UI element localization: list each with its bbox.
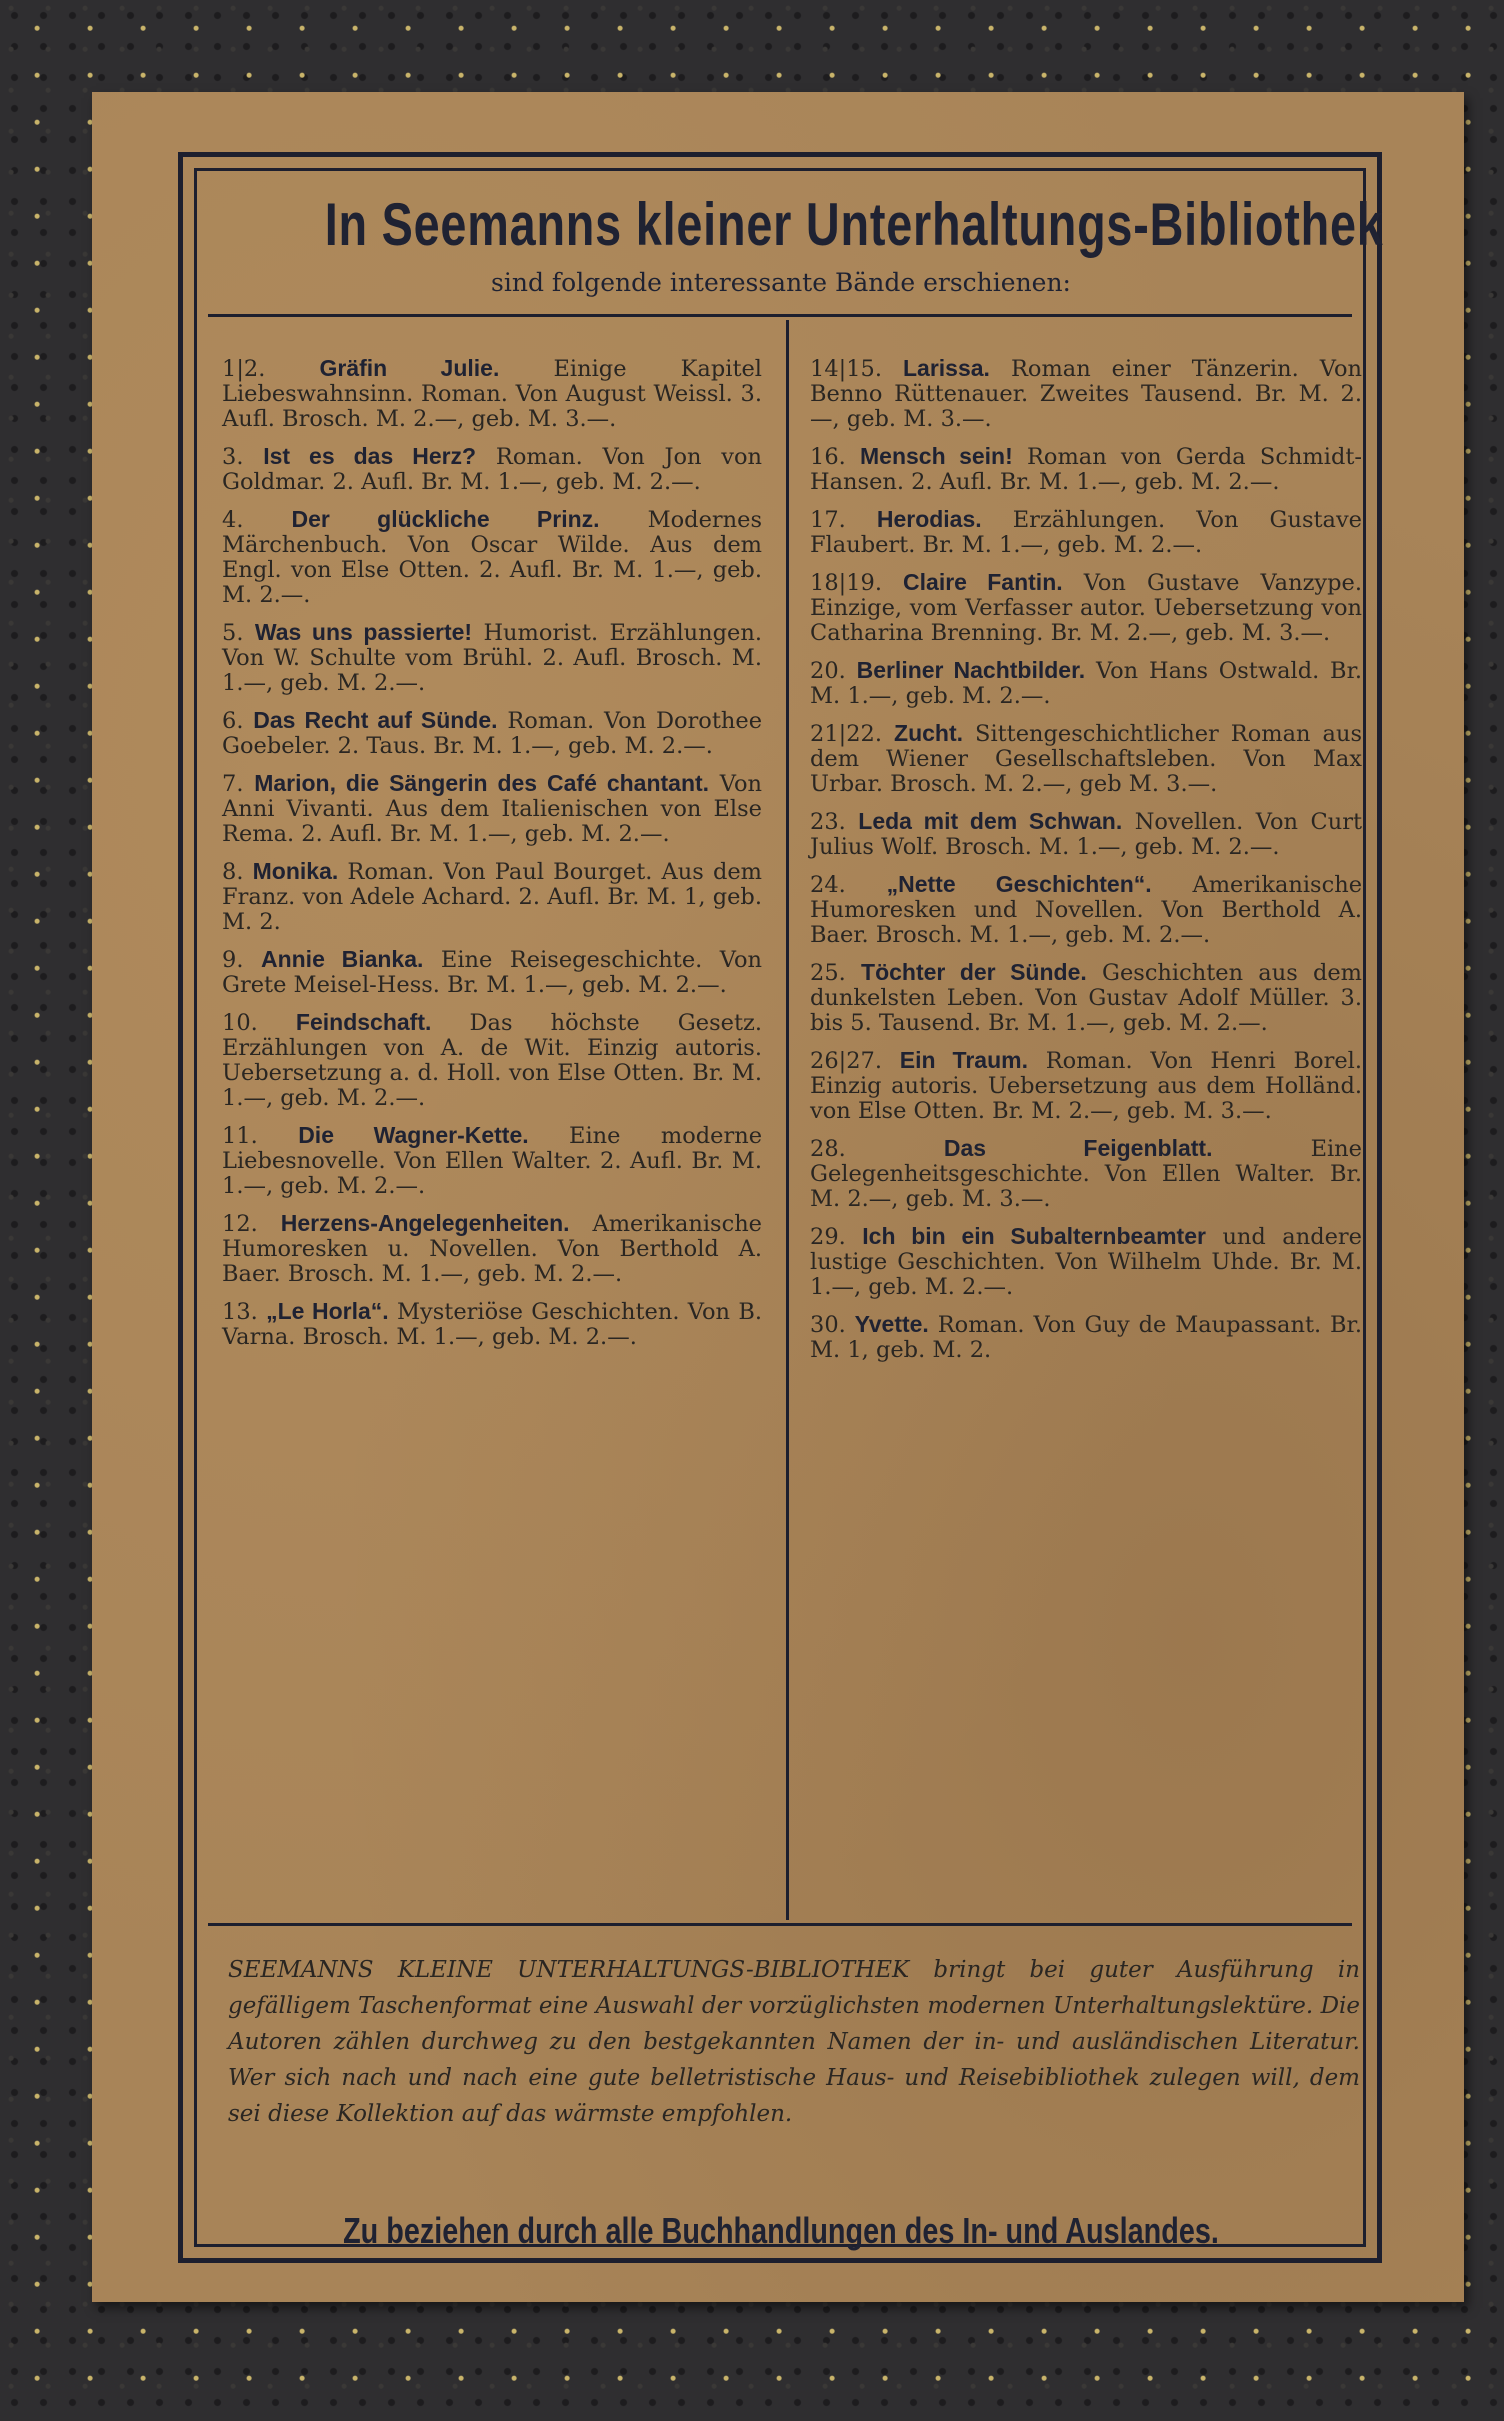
list-item [810,658,1362,709]
entry-title: Yvette. [854,1311,929,1337]
entry-number: 26|27. [810,1048,882,1074]
entry-title: „Nette Geschichten“. [886,871,1152,897]
entry-title: Ist es das Herz? [263,443,477,469]
entry-number: 17. [810,507,846,533]
entry-number: 7. [222,771,244,797]
entry-text: Roman. Von Jon von Goldmar. 2. Aufl. Br. M. 1.—, geb. M. 2.—. [222,444,763,495]
entry-text: Roman. Von Dorothee Goebeler. 2. Taus. Br. M. 1.—, geb. M. 2.—. [222,708,763,759]
entry-title: Annie Bianka. [260,946,424,972]
entry-text: Amerikanische Humoresken u. Novellen. Von Berthold A. Baer. Brosch. M. 1.—, geb. M. 2.—. [222,1211,762,1287]
entry-text: Von Anni Vivanti. Aus dem Italienischen von Else Rema. 2. Aufl. Br. M. 1.—, geb. M. 2.—. [222,771,763,847]
entry-text: Roman. Von Henri Borel. Einzig autoris. Uebersetzung aus dem Holländ. von Else Otten. Br. M. 2.—, geb. M. 3.—. [810,1048,1362,1124]
entry-title: „Le Horla“. [266,1298,389,1324]
list-item [810,356,1362,432]
entry-title: Claire Fantin. [903,569,1063,595]
list-item [810,444,1362,495]
entry-text: Modernes Märchenbuch. Von Oscar Wilde. Aus dem Engl. von Else Otten. 2. Aufl. Br. M. 1.—, geb. M. 2.—. [222,507,762,608]
bottom-rule [208,1923,1352,1926]
entry-title: Der glückliche Prinz. [291,506,600,532]
entry-text: Einige Kapitel Liebeswahnsinn. Roman. Von August Weissl. 3. Aufl. Brosch. M. 2.—, geb. M. 3.—. [222,356,762,432]
entry-text: Eine Gelegenheitsgeschichte. Von Ellen Walter. Br. M. 2.—, geb. M. 3.—. [810,1136,1362,1212]
list-item [222,1299,762,1350]
entry-title: Leda mit dem Schwan. [858,808,1123,834]
list-item [222,1211,762,1287]
list-item [222,947,762,998]
entry-text: Roman. Von Paul Bourget. Aus dem Franz. von Adele Achard. 2. Aufl. Br. M. 1, geb. M. 2. [222,859,763,935]
entry-text: Von Hans Ostwald. Br. M. 1.—, geb. M. 2.—. [810,658,1362,709]
list-item [222,507,762,608]
list-item [810,1224,1362,1300]
entry-text: und andere lustige Geschichten. Von Wilhelm Uhde. Br. M. 1.—, geb. M. 2.—. [810,1224,1362,1300]
entry-number: 12. [222,1211,258,1237]
entry-number: 10. [222,1010,258,1036]
entry-number: 30. [810,1312,846,1338]
list-item [810,570,1362,646]
entry-text: Novellen. Von Curt Julius Wolf. Brosch. M. 1.—, geb. M. 2.—. [810,809,1362,860]
entry-title: Feindschaft. [295,1009,432,1035]
entry-number: 29. [810,1224,846,1250]
list-item [222,859,762,935]
left-column [222,356,762,1362]
list-item [810,809,1362,860]
entry-title: Zucht. [894,720,964,746]
entry-text: Eine moderne Liebesnovelle. Von Ellen Walter. 2. Aufl. Br. M. 1.—, geb. M. 2.—. [222,1123,763,1199]
column-divider [786,320,789,1920]
entry-number: 4. [222,507,244,533]
page-title: In Seemanns kleiner Unterhaltungs-Bibliothek [324,191,1384,258]
list-item [222,620,762,696]
entry-number: 9. [222,947,244,973]
entry-title: Was uns passierte! [254,619,473,645]
entry-text: Roman einer Tänzerin. Von Benno Rüttenauer. Zweites Tausend. Br. M. 2.—, geb. M. 3.—. [810,356,1362,432]
entry-title: Das Feigenblatt. [943,1135,1213,1161]
list-item [222,1123,762,1199]
entry-title: Die Wagner-Kette. [298,1122,529,1148]
entry-title: Herzens-Angelegenheiten. [280,1210,570,1236]
page-subtitle: sind folgende interessante Bände erschienen: [491,268,1071,297]
entry-number: 18|19. [810,570,882,596]
top-rule [208,314,1352,317]
entry-number: 8. [222,859,244,885]
list-item [810,721,1362,797]
entry-number: 6. [222,708,244,734]
entry-title: Gräfin Julie. [319,355,500,381]
publisher-note: SEEMANNS KLEINE UNTERHALTUNGS-BIBLIOTHEK bringt bei guter Ausführung in gefälligem Taschenformat eine Auswahl der vorzüglichsten modernen Unterhaltungslektüre. Die Autoren zählen durchweg zu den bestgekannten Namen der in- und ausländischen Literatur. Wer sich nach und nach eine gute belletristische Haus- und Reisebibliothek zulegen will, dem sei diese Kollektion auf das wärmste empfohlen. [228,1957,1360,2127]
entry-number: 14|15. [810,356,882,382]
entry-number: 5. [222,620,244,646]
entry-title: Töchter der Sünde. [861,959,1087,985]
list-item [810,1136,1362,1212]
footer-line: Zu beziehen durch alle Buchhandlungen des In- und Auslandes. [343,2210,1219,2251]
entry-number: 13. [222,1299,258,1325]
entry-text: Das höchste Gesetz. Erzählungen von A. de Wit. Einzig autoris. Uebersetzung a. d. Holl. von Else Otten. Br. M. 1.—, geb. M. 2.—. [222,1010,762,1111]
entry-title: Marion, die Sängerin des Café chantant. [254,770,710,796]
entry-text: Sittengeschichtlicher Roman aus dem Wiener Gesellschaftsleben. Von Max Urbar. Brosch. M. 2.—, geb M. 3.—. [810,721,1362,797]
entry-text: Von Gustave Vanzype. Einzige, vom Verfasser autor. Uebersetzung von Catharina Brenning. Br. M. 2.—, geb. M. 3.—. [810,570,1363,646]
list-item [222,1010,762,1111]
entry-title: Ein Traum. [899,1047,1028,1073]
entry-title: Larissa. [903,355,990,381]
entry-text: Erzählungen. Von Gustave Flaubert. Br. M. 1.—, geb. M. 2.—. [810,507,1362,558]
entry-title: Ich bin ein Subalternbeamter [862,1223,1206,1249]
entry-number: 28. [810,1136,846,1162]
list-item [222,444,762,495]
entry-number: 23. [810,809,846,835]
list-item [222,356,762,432]
entry-number: 25. [810,960,846,986]
list-item [810,1312,1362,1363]
entry-text: Amerikanische Humoresken und Novellen. Von Berthold A. Baer. Brosch. M. 1.—, geb. M. 2.—. [810,872,1363,948]
entry-number: 24. [810,872,846,898]
entry-number: 11. [222,1123,258,1149]
list-item [810,960,1362,1036]
entry-text: Roman. Von Guy de Maupassant. Br. M. 1, geb. M. 2. [810,1312,1362,1363]
right-column [810,356,1362,1375]
entry-title: Das Recht auf Sünde. [253,707,498,733]
entry-title: Berliner Nachtbilder. [856,657,1086,683]
entry-text: Geschichten aus dem dunkelsten Leben. Von Gustav Adolf Müller. 3. bis 5. Tausend. Br. M. 1.—, geb. M. 2.—. [810,960,1363,1036]
entry-title: Herodias. [876,506,982,532]
list-item [810,872,1362,948]
entry-title: Monika. [252,858,339,884]
list-item [222,708,762,759]
entry-title: Mensch sein! [860,443,1013,469]
list-item [810,507,1362,558]
entry-text: Roman von Gerda Schmidt-Hansen. 2. Aufl. Br. M. 1.—, geb. M. 2.—. [810,444,1362,495]
entry-number: 21|22. [810,721,882,747]
entry-text: Humorist. Erzählungen. Von W. Schulte vom Brühl. 2. Aufl. Brosch. M. 1.—, geb. M. 2.—. [222,620,762,696]
list-item [222,771,762,847]
entry-number: 20. [810,658,846,684]
entry-number: 3. [222,444,244,470]
entry-number: 1|2. [222,356,266,382]
list-item [810,1048,1362,1124]
entry-number: 16. [810,444,846,470]
entry-text: Mysteriöse Geschichten. Von B. Varna. Brosch. M. 1.—, geb. M. 2.—. [222,1299,763,1350]
entry-text: Eine Reisegeschichte. Von Grete Meisel-Hess. Br. M. 1.—, geb. M. 2.—. [222,947,763,998]
